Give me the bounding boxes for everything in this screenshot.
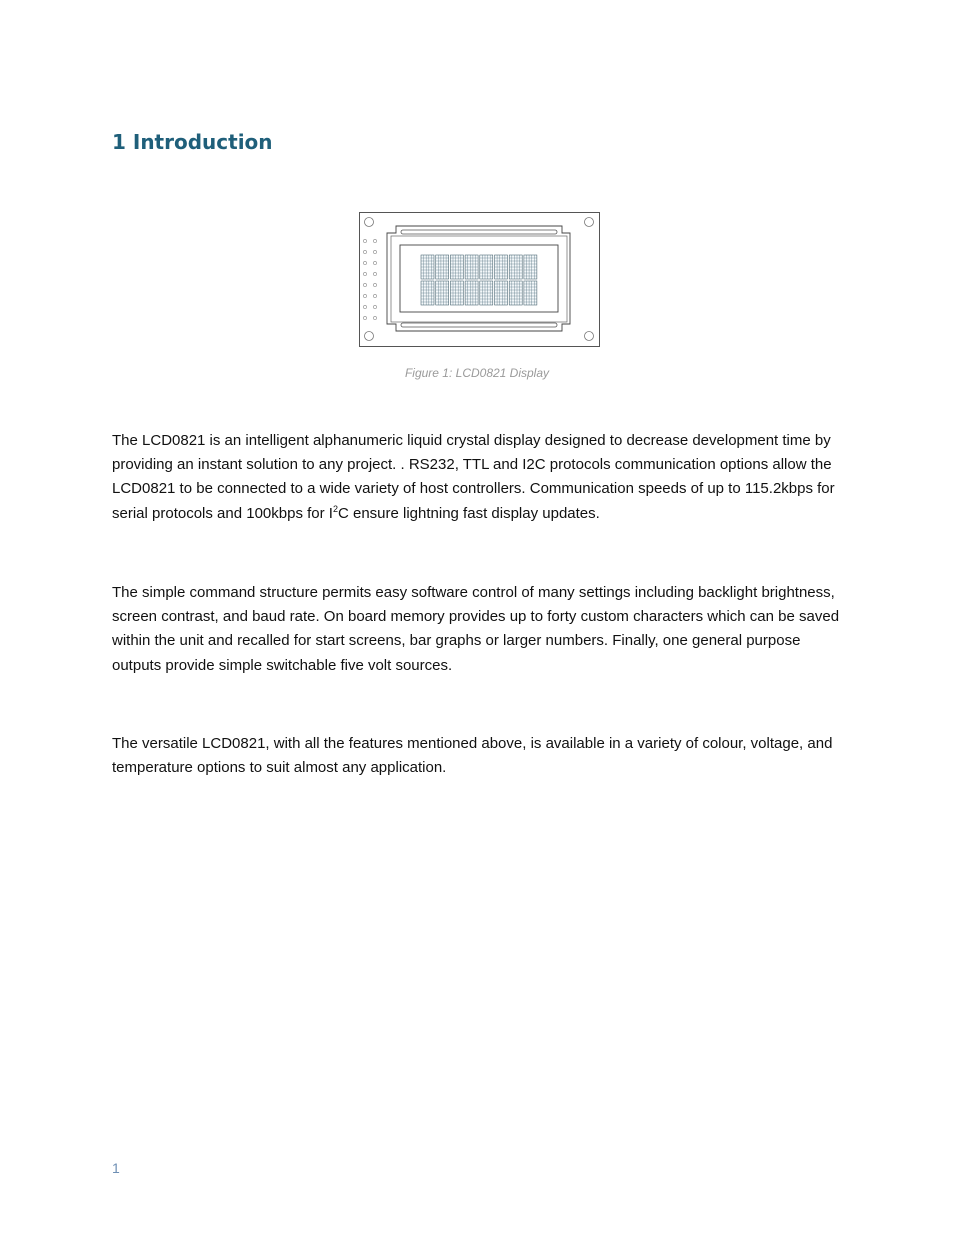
character-cell: [480, 281, 493, 305]
character-cell: [421, 255, 434, 279]
character-cell: [465, 255, 478, 279]
character-cell: [480, 255, 493, 279]
character-cell: [509, 281, 522, 305]
paragraph-3: The versatile LCD0821, with all the features mentioned above, is available in a variety of colour, voltage, and temperature options to suit almost any application.: [112, 735, 833, 777]
page-number: 1: [112, 1160, 120, 1176]
paragraph-1: [112, 429, 847, 526]
character-cell: [509, 255, 522, 279]
character-cell: [450, 281, 463, 305]
paragraph-1-superscript: 2: [332, 503, 338, 514]
paragraph-1-text-b: C ensure lightning fast display updates.: [337, 504, 600, 522]
character-cell: [524, 281, 537, 305]
character-cell: [436, 255, 449, 279]
character-cell: [421, 281, 434, 305]
paragraph-2: The simple command structure permits easy software control of many settings including backlight brightness, screen contrast, and baud rate. On board memory provides up to forty custom characters which can be saved within the unit and recalled for start screens, bar graphs or larger numbers. Finally, one general purpose outputs provide simple switchable five volt sources.: [112, 584, 840, 674]
character-cell: [465, 281, 478, 305]
character-cell: [495, 281, 508, 305]
character-cell: [450, 255, 463, 279]
section-heading: 1 Introduction: [112, 130, 273, 154]
character-cell: [436, 281, 449, 305]
lcd-display-figure: [359, 212, 600, 347]
lcd-display-icon: [359, 212, 600, 347]
character-cell: [495, 255, 508, 279]
figure-caption: Figure 1: LCD0821 Display: [404, 366, 550, 380]
paragraph-1-text-a: The LCD0821 is an intelligent alphanumeric liquid crystal display designed to decrease development time by providing an instant solution to any project. . RS232, TTL and I2C protocols communication options allow the LCD0821 to be connected to a wide variety of host controllers. Communication speeds of up to 115.2kbps for serial protocols and 100kbps for I: [112, 432, 835, 522]
character-cell: [524, 255, 537, 279]
